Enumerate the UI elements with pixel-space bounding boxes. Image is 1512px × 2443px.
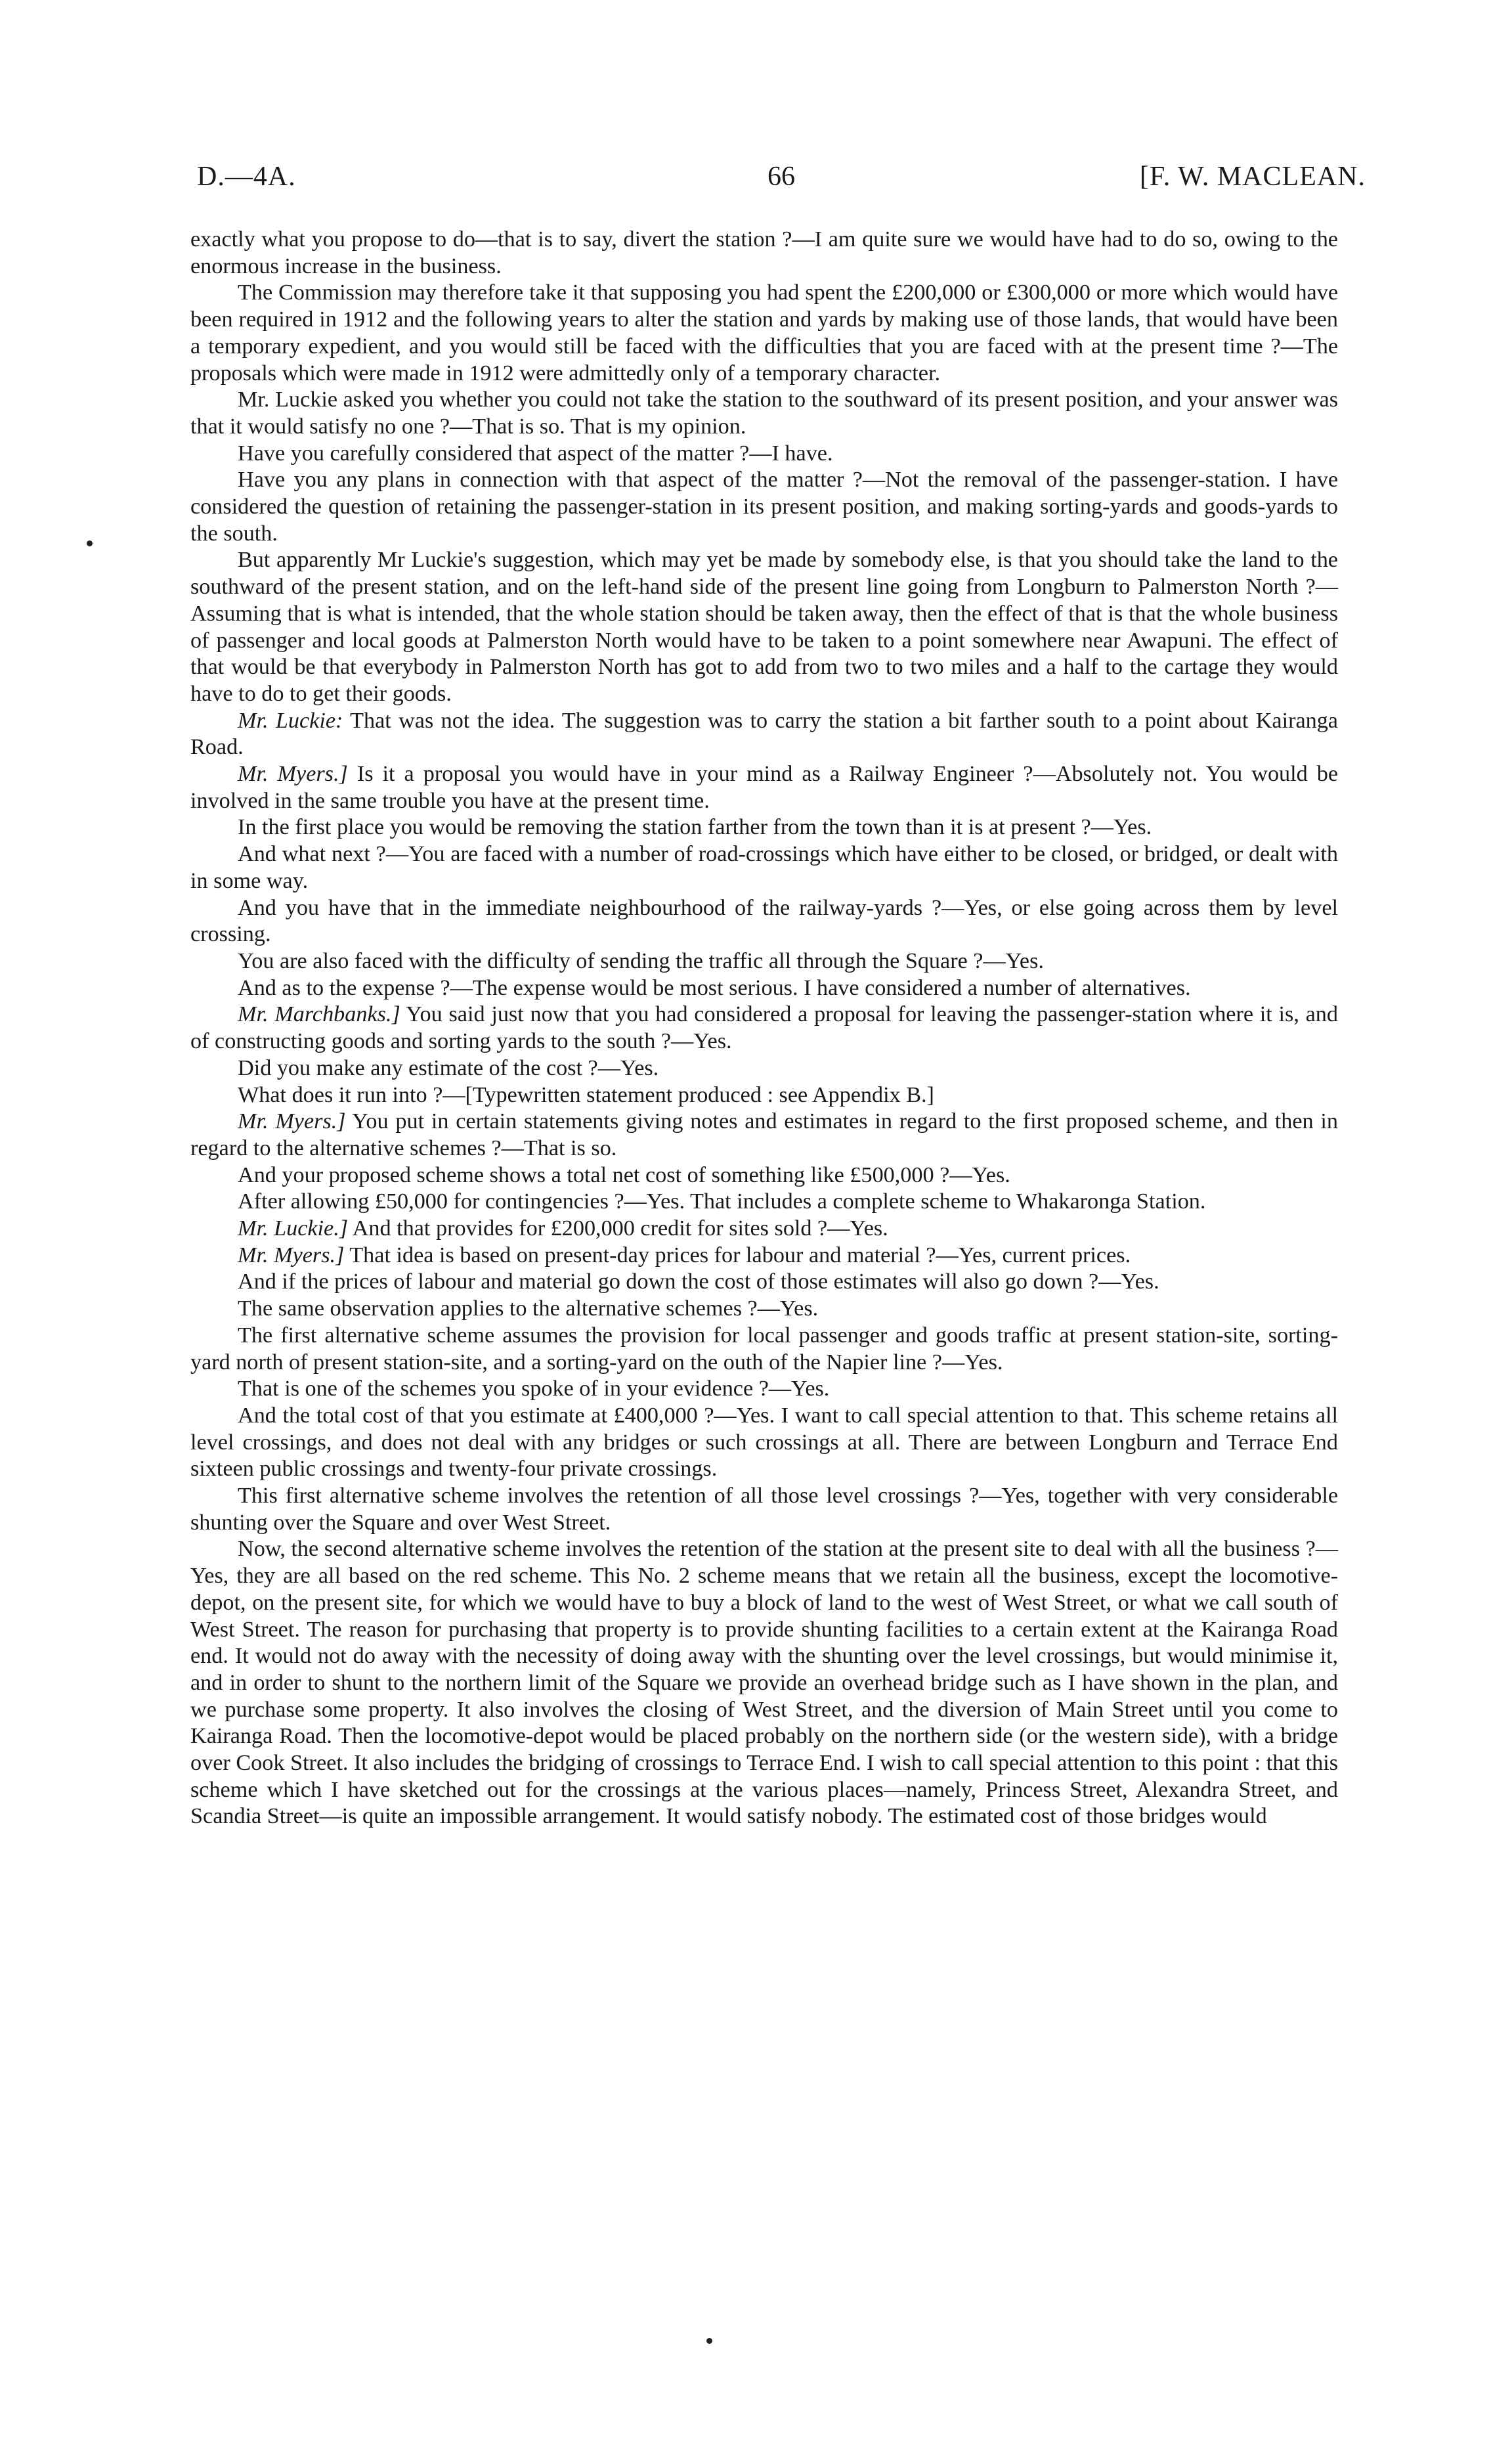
paragraph: The first alternative scheme assumes the provision for local passenger and goods traffic at present station-site, sorting-yard north of present station-site, and a sorting-yard on the outh of the Napier line ?—Yes. [190,1323,1338,1375]
series-number: D.—4A. [197,162,296,192]
paragraph: Did you make any estimate of the cost ?—Yes. [238,1055,659,1080]
transcript-body [190,227,1338,1830]
paragraph: Mr. Myers.] That idea is based on present-day prices for labour and material ?—Yes, current prices. [238,1243,1131,1267]
paragraph: And if the prices of labour and material go down the cost of those estimates will also go down ?—Yes. [238,1269,1159,1294]
paragraph: You are also faced with the difficulty of sending the traffic all through the Square ?—Yes. [238,948,1044,973]
paragraph: And what next ?—You are faced with a number of road-crossings which have either to be closed, or bridged, or dealt with in some way. [190,842,1338,893]
paragraph: And you have that in the immediate neighbourhood of the railway-yards ?—Yes, or else going across them by level crossing. [190,895,1338,947]
page-number: 66 [767,162,795,192]
paragraph: In the first place you would be removing the station farther from the town than it is at present ?—Yes. [238,815,1152,840]
witness-name: [F. W. MACLEAN. [1139,162,1366,192]
paragraph: Mr. Luckie.] And that provides for £200,000 credit for sites sold ?—Yes. [238,1216,888,1241]
margin-dot [87,540,93,546]
paragraph: Mr. Luckie asked you whether you could not take the station to the southward of its present position, and your answer was that it would satisfy no one ?—That is so. That is my opinion. [190,387,1338,439]
paragraph: Mr. Myers.] You put in certain statements giving notes and estimates in regard to the first proposed scheme, and then in regard to the alternative schemes ?—That is so. [190,1109,1339,1160]
paragraph: exactly what you propose to do—that is to say, divert the station ?—I am quite sure we would have had to do so, owing to the enormous increase in the business. [190,227,1338,278]
paragraph: The Commission may therefore take it that supposing you had spent the £200,000 or £300,000 or more which would have been required in 1912 and the following years to alter the station and yards by making use of those lands, that would have been a temporary expedient, and you would still be faced with the difficulties that you are faced with at the present time ?—The proposals which were made in 1912 were admittedly only of a temporary character. [190,280,1338,385]
paragraph: But apparently Mr Luckie's suggestion, which may yet be made by somebody else, is that you should take the land to the southward of the present station, and on the left-hand side of the present line going from Longburn to Palmerston North ?—Assuming that is what is intended, that the whole station should be taken away, then the effect of that is that the whole business of passenger and local goods at Palmerston North would have to be taken to a point somewhere near Awapuni. The effect of that would be that everybody in Palmerston North has got to add from two to two miles and a half to the cartage they would have to do to get their goods. [190,548,1338,706]
paragraph: After allowing £50,000 for contingencies ?—Yes. That includes a complete scheme to Whakaronga Station. [238,1189,1206,1214]
paragraph: The same observation applies to the alternative schemes ?—Yes. [238,1296,819,1321]
paragraph: Mr. Marchbanks.] You said just now that you had considered a proposal for leaving the passenger-station where it is, and of constructing goods and sorting yards to the south ?—Yes. [190,1002,1338,1054]
paragraph: What does it run into ?—[Typewritten statement produced : see Appendix B.] [238,1082,934,1107]
paragraph: That is one of the schemes you spoke of in your evidence ?—Yes. [238,1376,830,1401]
paragraph: Have you carefully considered that aspect of the matter ?—I have. [238,441,833,466]
footer-dot [706,2338,712,2344]
paragraph: Mr. Luckie: That was not the idea. The suggestion was to carry the station a bit farther south to a point about Kairanga Road. [190,708,1338,760]
paragraph: And the total cost of that you estimate at £400,000 ?—Yes. I want to call special attention to that. This scheme retains all level crossings, and does not deal with any bridges or such crossings at all. There are between Longburn and Terrace End sixteen public crossings and twenty-four private crossings. [190,1403,1338,1482]
paragraph: Now, the second alternative scheme involves the retention of the station at the present site to deal with all the business ?—Yes, they are all based on the red scheme. This No. 2 scheme means that we retain all the business, except the locomotive-depot, on the present site, for which we would have to buy a block of land to the west of West Street, or what we call south of West Street. The reason for purchasing that property is to provide shunting facilities to a certain extent at the Kairanga Road end. It would not do away with the necessity of doing away with the shunting over the level crossings, but would minimise it, and in order to shunt to the northern limit of the Square we provide an overhead bridge such as I have shown in the plan, and we purchase some property. It also involves the closing of West Street, and the diversion of Main Street until you come to Kairanga Road. Then the locomotive-depot would be placed probably on the northern side (or the western side), with a bridge over Cook Street. It also includes the bridging of crossings to Terrace End. I wish to call special attention to this point : that this scheme which I have sketched out for the crossings at the various places—namely, Princess Street, Alexandra Street, and Scandia Street—is quite an impossible arrangement. It would satisfy nobody. The estimated cost of those bridges would [190,1537,1338,1829]
page-header [197,161,1366,200]
paragraph: This first alternative scheme involves the retention of all those level crossings ?—Yes, together with very considerable shunting over the Square and over West Street. [190,1484,1338,1535]
paragraph: And as to the expense ?—The expense would be most serious. I have considered a number of alternatives. [238,975,1191,1000]
paragraph: And your proposed scheme shows a total net cost of something like £500,000 ?—Yes. [238,1162,1010,1187]
paragraph: Have you any plans in connection with that aspect of the matter ?—Not the removal of the passenger-station. I have considered the question of retaining the passenger-station in its present position, and making sorting-yards and goods-yards to the south. [190,468,1338,546]
paragraph: Mr. Myers.] Is it a proposal you would have in your mind as a Railway Engineer ?—Absolutely not. You would be involved in the same trouble you have at the present time. [190,762,1339,813]
